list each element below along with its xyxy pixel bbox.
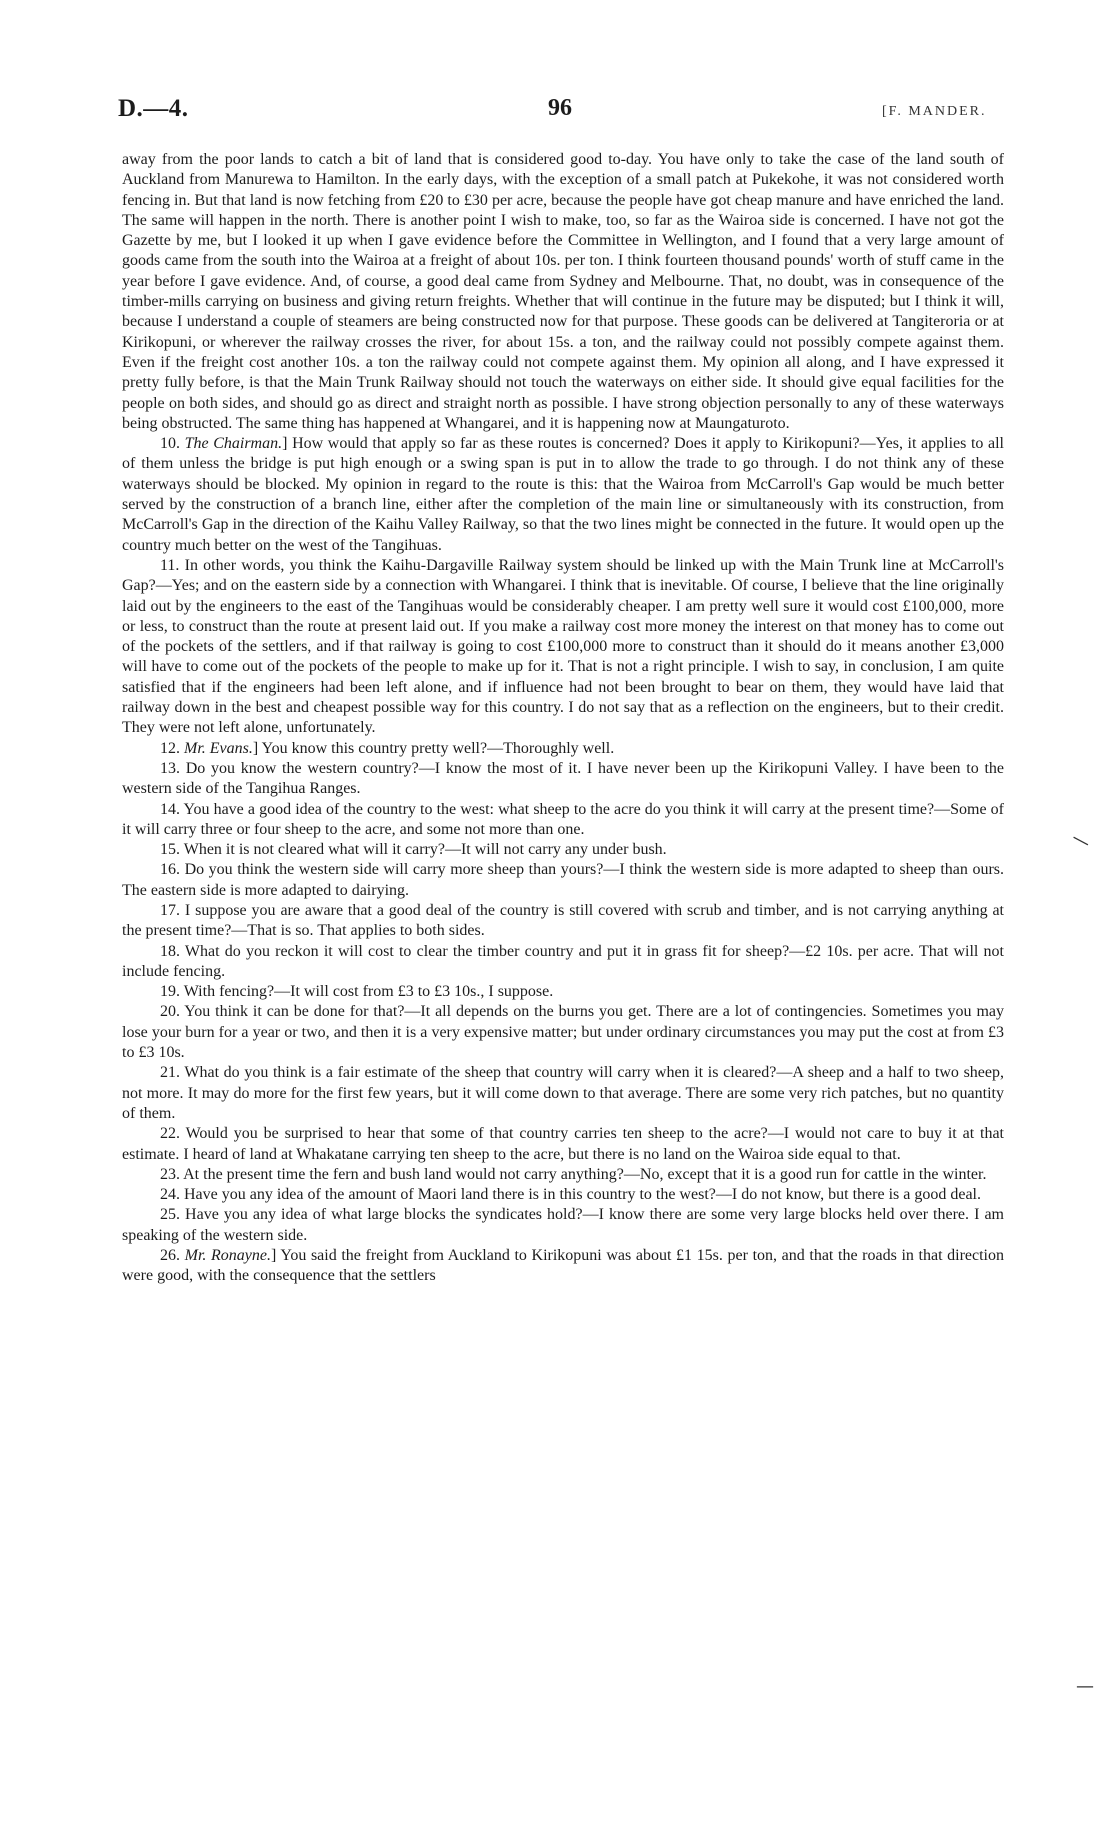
question-number: 11. — [160, 556, 180, 574]
question-number: 13. — [160, 759, 180, 777]
question-text: With fencing?—It will cost from £3 to £3 10s., I suppose. — [183, 983, 554, 1001]
question-number: 20. — [160, 1003, 180, 1021]
document-code: D.—4. — [118, 95, 189, 122]
margin-scratch-mark: — — [1076, 1676, 1094, 1697]
question-text: You said the freight from Auckland to Kirikopuni was about £1 15s. per ton, and that the roads in that direction were good, with the consequence that the settlers — [122, 1247, 1005, 1285]
paragraph-text: away from the poor lands to catch a bit of land that is considered good to-day. You have only to take the case of the land south of Auckland from Manurewa to Hamilton. In the early days, with the exception of a small patch at Pukekohe, it was not considered worth fencing in. But that land is now fetching from £20 to £30 per acre, because the people have got cheap manure and have enriched the land. The same will happen in the north. There is another point I wish to make, too, so far as the Wairoa side is concerned. I have not got the Gazette by me, but I looked it up when I gave evidence before the Committee in Wellington, and I found that a very large amount of goods came from the south into the Wairoa at a freight of about 10s. per ton. I think fourteen thousand pounds' worth of stuff came in the year before I gave evidence. And, of course, a good deal came from Sydney and Melbourne. That, no doubt, was in consequence of the timber-mills carrying on business and giving return freights. Whether that will continue in the future may be disputed; but I think it will, because I understand a couple of steamers are being constructed now for that purpose. These goods can be delivered at Tangiteroria or at Kirikopuni, or wherever the railway crosses the river, for about 15s. a ton, and the railway could not possibly compete against them. Even if the freight cost another 10s. a ton the railway could not compete against them. My opinion all along, and I have expressed it pretty fully before, is that the Main Trunk Railway should not touch the waterways on either side. It should give equal facilities for the people on both sides, and should go as direct and straight north as possible. I have strong objection personally to any of these waterways being obstructed. The same thing has happened at Whangarei, and it is happening now at Maungaturoto. — [122, 151, 1004, 432]
question-number: 15. — [160, 841, 180, 859]
question-text: What do you think is a fair estimate of the sheep that country will carry when it is cleared?—A sheep and a half to two sheep, not more. It may do more for the first few years, but it will come down to that average. There are some very rich patches, but no quantity of them. — [122, 1064, 1004, 1122]
question-number: 14. — [160, 800, 180, 818]
evidence-text — [122, 150, 1004, 1287]
margin-scratch-mark: — — [1068, 827, 1094, 854]
question-number: 16. — [160, 861, 180, 879]
question-text: At the present time the fern and bush land would not carry anything?—No, except that it is a good run for cattle in the winter. — [183, 1165, 987, 1183]
question-26: 26. Mr. Ronayne.] You said the freight from Auckland to Kirikopuni was about £1 15s. per ton, and that the roads in that direction were good, with the consequence that the settlers — [122, 1247, 1005, 1285]
question-25 — [122, 1205, 1004, 1246]
speaker-name: The Chairman. — [184, 435, 283, 453]
question-17 — [122, 901, 1004, 942]
question-text: Have you any idea of the amount of Maori land there is in this country to the west?—I do not know, but there is a good deal. — [184, 1186, 981, 1204]
question-number: 23. — [160, 1165, 180, 1183]
question-11 — [122, 556, 1004, 739]
question-text: In other words, you think the Kaihu-Dargaville Railway system should be linked up with the Main Trunk line at McCarroll's Gap?—Yes; and on the eastern side by a connection with Whangarei. I think that is inevitable. Of course, I believe that the line originally laid out by the engineers to the east of the Tangihuas would be considerably cheaper. I am pretty well sure it would cost £100,000, more or less, to construct than the route at present laid out. If you make a railway cost more money the interest on that money has to come out of the pockets of the settlers, and if that railway is going to cost £100,000 more to construct than it should do it means another £3,000 will have to come out of the pockets of the people to make up for it. That is not a right principle. I wish to say, in conclusion, I am quite satisfied that if the engineers had been left alone, and if influence had not been brought to bear on them, they would have laid that railway down in the best and cheapest possible way for this country. I do not say that as a reflection on the engineers, but to their credit. They were not left alone, unfortunately. — [122, 556, 1004, 737]
question-14 — [122, 800, 1004, 841]
question-13 — [122, 759, 1004, 800]
question-10: 10. The Chairman.] How would that apply so far as these routes is concerned? Does it apply to Kirikopuni?—Yes, it applies to all of them unless the bridge is put high enough or a swing span is put in to allow the trade to go through. I do not think any of these waterways should be blocked. My opinion in regard to the route is this: that the Wairoa from McCarroll's Gap would be much better served by the construction of a branch line, either after the completion of the main line or simultaneously with its construction, from McCarroll's Gap in the direction of the Kaihu Valley Railway, so that the two lines might be connected in the future. It would open up the country much better on the west of the Tangihuas. — [122, 435, 1005, 554]
question-number: 21. — [160, 1064, 180, 1082]
question-16 — [122, 860, 1004, 901]
question-20 — [122, 1002, 1004, 1063]
speaker-name: Mr. Evans. — [184, 739, 253, 757]
question-number: 17. — [160, 901, 180, 919]
question-text: You think it can be done for that?—It all depends on the burns you get. There are a lot of contingencies. Sometimes you may lose your burn for a year or two, and then it is a very expensive matter; but under ordinary circumstances you may put the cost at from £3 to £3 10s. — [122, 1003, 1004, 1062]
question-text: Do you know the western country?—I know the most of it. I have never been up the Kirikopuni Valley. I have been to the western side of the Tangihua Ranges. — [122, 759, 1004, 798]
question-text: Would you be surprised to hear that some of that country carries ten sheep to the acre?—I would not care to buy it at that estimate. I heard of land at Whakatane carrying ten sheep to the acre, but there is no land on the Wairoa side equal to that. — [122, 1125, 1005, 1163]
question-text: You know this country pretty well?—Thoroughly well. — [261, 739, 615, 757]
question-number: 10. — [160, 435, 180, 453]
page-number: 96 — [548, 95, 572, 121]
question-number: 19. — [160, 983, 180, 1001]
paragraph-continuation — [122, 150, 1004, 434]
question-text: You have a good idea of the country to the west: what sheep to the acre do you think it will carry at the present time?—Some of it will carry three or four sheep to the acre, and some not more than one. — [122, 800, 1005, 838]
question-number: 22. — [160, 1125, 180, 1143]
speaker-name: Mr. Ronayne. — [184, 1247, 272, 1265]
question-text: I suppose you are aware that a good deal of the country is still covered with scrub and timber, and is not carrying anything at the present time?—That is so. That applies to both sides. — [122, 901, 1005, 940]
question-15 — [122, 840, 1004, 860]
question-text: How would that apply so far as these routes is concerned? Does it apply to Kirikopuni?—Yes, it applies to all of them unless the bridge is put high enough or a swing span is put in to allow the trade to go through. I do not think any of these waterways should be blocked. My opinion in regard to the route is this: that the Wairoa from McCarroll's Gap would be much better served by the construction of a branch line, either after the completion of the main line or simultaneously with its construction, from McCarroll's Gap in the direction of the Kaihu Valley Railway, so that the two lines might be connected in the future. It would open up the country much better on the west of the Tangihuas. — [122, 435, 1005, 554]
question-number: 12. — [160, 739, 180, 757]
question-24 — [122, 1185, 1004, 1205]
question-text: What do you reckon it will cost to clear the timber country and put it in grass fit for sheep?—£2 10s. per acre. That will not include fencing. — [122, 942, 1004, 980]
question-text: When it is not cleared what will it carry?—It will not carry any under bush. — [183, 841, 667, 859]
question-number: 24. — [160, 1186, 180, 1204]
question-22 — [122, 1124, 1004, 1165]
question-number: 18. — [160, 942, 180, 960]
question-23 — [122, 1165, 1004, 1185]
witness-name: [F. MANDER. — [882, 104, 987, 119]
question-21 — [122, 1063, 1004, 1124]
question-text: Do you think the western side will carry more sheep than yours?—I think the western side is more adapted to sheep than ours. The eastern side is more adapted to dairying. — [122, 861, 1005, 899]
question-text: Have you any idea of what large blocks the syndicates hold?—I know there are some very large blocks held over there. I am speaking of the western side. — [122, 1206, 1004, 1244]
question-number: 26. — [160, 1247, 180, 1265]
question-12: 12. Mr. Evans.] You know this country pretty well?—Thoroughly well. — [160, 739, 615, 757]
question-number: 25. — [160, 1206, 180, 1224]
question-19 — [122, 982, 1004, 1002]
question-18 — [122, 942, 1004, 983]
